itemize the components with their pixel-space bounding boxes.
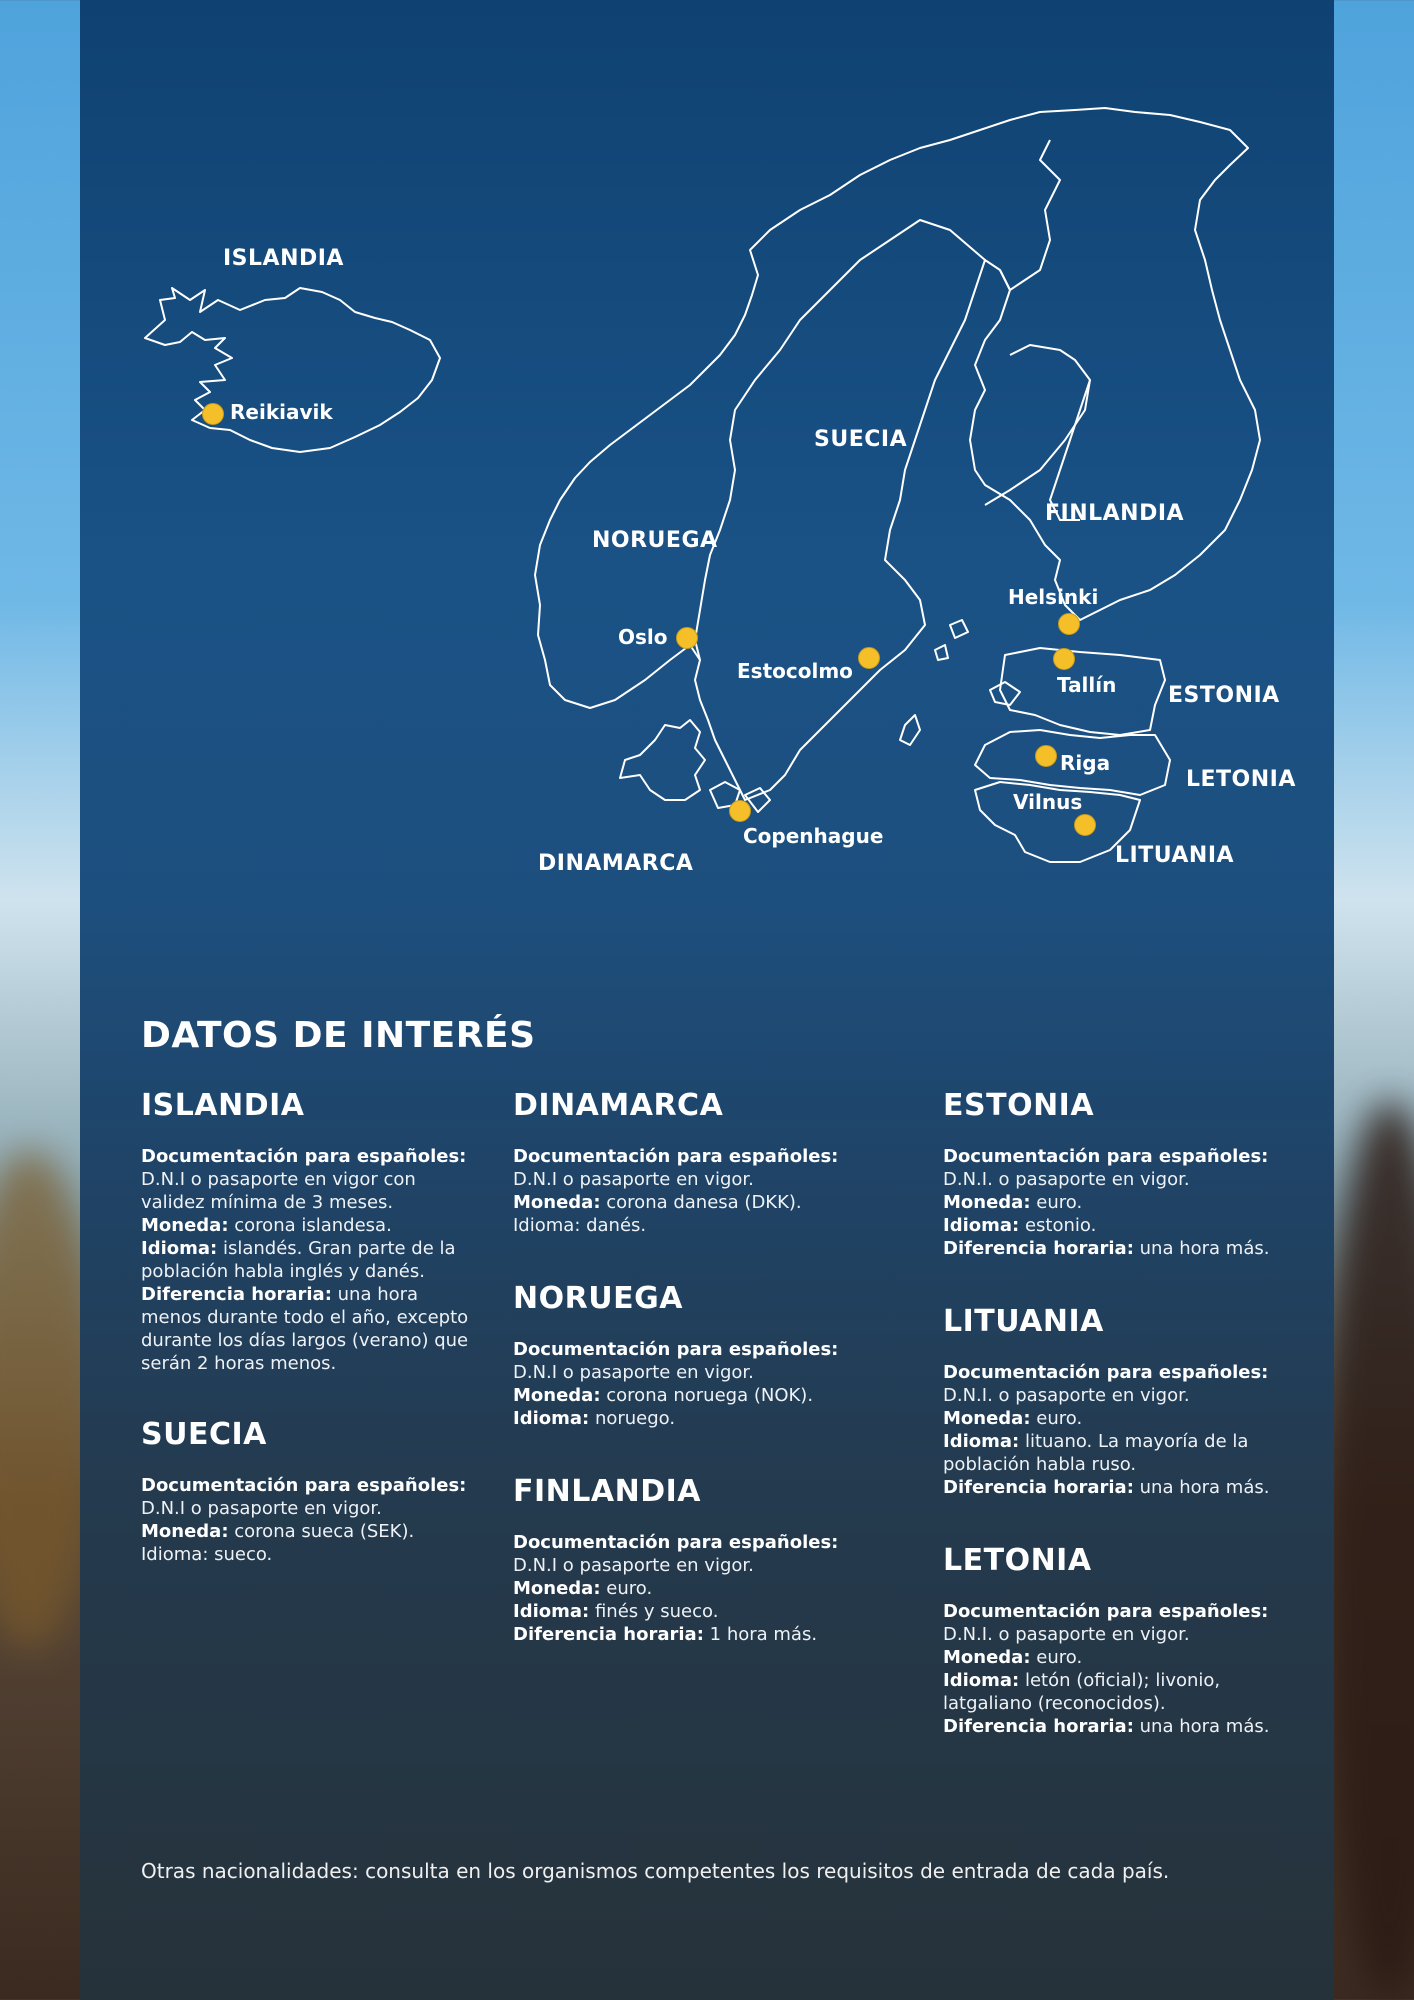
city-dot-riga (1035, 745, 1057, 767)
city-label-estocolmo: Estocolmo (737, 659, 853, 683)
city-dot-copenhague (729, 800, 751, 822)
facts-title: DATOS DE INTERÉS (141, 1015, 536, 1056)
country-info-estonia: Documentación para españoles: D.N.I. o pasaporte en vigor. Moneda: euro. Idioma: estonio. Diferencia horaria: una hora más. (943, 1146, 1270, 1259)
city-dot-estocolmo (858, 647, 880, 669)
city-dot-tallin (1053, 648, 1075, 670)
country-block-lituania (943, 1304, 1283, 1499)
aland-islands (935, 620, 968, 660)
map-label-suecia: SUECIA (814, 427, 908, 452)
country-block-noruega (513, 1281, 873, 1430)
facts-column-1 (141, 1088, 481, 1610)
country-info-suecia: Documentación para españoles: D.N.I o pasaporte en vigor. Moneda: corona sueca (SEK). Idioma: sueco. (141, 1475, 467, 1565)
map-label-noruega: NORUEGA (592, 528, 718, 553)
country-title-lituania: LITUANIA (943, 1304, 1104, 1339)
footer-note: Otras nacionalidades: consulta en los organismos competentes los requisitos de entrada de cada país. (141, 1859, 1170, 1883)
city-dot-vilnus (1074, 814, 1096, 836)
gotland-outline (900, 715, 920, 745)
country-block-letonia (943, 1543, 1283, 1738)
sweden-finland-border (1000, 140, 1060, 290)
iceland-outline (145, 288, 440, 452)
country-info-islandia: Documentación para españoles: D.N.I o pasaporte en vigor con validez mínima de 3 meses. Moneda: corona islandesa. Idioma: islandés. Gran parte de la población habla inglés y danés. Diferencia horaria: una hora menos durante todo el año, excepto durante los días largos (verano) que serán 2 horas menos. (141, 1146, 469, 1374)
scandinavia-outline (535, 108, 1260, 800)
country-info-lituania: Documentación para españoles: D.N.I. o pasaporte en vigor. Moneda: euro. Idioma: lituano. La mayoría de la población habla ruso. Diferencia horaria: una hora más. (943, 1362, 1270, 1498)
city-dot-oslo (676, 627, 698, 649)
country-info-letonia: Documentación para españoles: D.N.I. o pasaporte en vigor. Moneda: euro. Idioma: letón (oficial); livonio, latgaliano (reconocidos). Diferencia horaria: una hora más. (943, 1601, 1270, 1737)
city-label-copenhague: Copenhague (743, 824, 884, 848)
background-blur-right (1320, 1100, 1414, 2000)
city-dot-reikiavik (202, 403, 224, 425)
country-block-finlandia (513, 1474, 873, 1646)
country-info-noruega: Documentación para españoles: D.N.I o pasaporte en vigor. Moneda: corona noruega (NOK). Idioma: noruego. (513, 1339, 839, 1429)
country-info-dinamarca: Documentación para españoles: D.N.I o pasaporte en vigor. Moneda: corona danesa (DKK). Idioma: danés. (513, 1146, 839, 1236)
map-label-letonia: LETONIA (1186, 767, 1296, 792)
country-title-estonia: ESTONIA (943, 1088, 1095, 1123)
city-dot-helsinki (1058, 613, 1080, 635)
city-label-riga: Riga (1060, 751, 1111, 775)
nordic-map (0, 0, 1414, 900)
country-title-islandia: ISLANDIA (141, 1088, 305, 1123)
country-block-dinamarca (513, 1088, 873, 1237)
denmark-outline (620, 720, 705, 800)
country-title-noruega: NORUEGA (513, 1281, 683, 1316)
city-label-reikiavik: Reikiavik (230, 400, 333, 424)
country-block-suecia (141, 1417, 481, 1566)
country-info-finlandia: Documentación para españoles: D.N.I o pasaporte en vigor. Moneda: euro. Idioma: finés y sueco. Diferencia horaria: 1 hora más. (513, 1532, 839, 1645)
country-title-letonia: LETONIA (943, 1543, 1092, 1578)
country-title-dinamarca: DINAMARCA (513, 1088, 724, 1123)
map-label-finlandia: FINLANDIA (1045, 501, 1185, 526)
facts-column-3 (943, 1088, 1283, 1782)
city-label-vilnus: Vilnus (1013, 790, 1083, 814)
map-label-estonia: ESTONIA (1168, 683, 1280, 708)
facts-column-2 (513, 1088, 873, 1690)
city-label-tallin: Tallín (1057, 673, 1117, 697)
map-label-dinamarca: DINAMARCA (538, 851, 694, 876)
country-block-estonia (943, 1088, 1283, 1260)
map-label-lituania: LITUANIA (1115, 843, 1235, 868)
country-block-islandia (141, 1088, 481, 1375)
country-title-suecia: SUECIA (141, 1417, 267, 1452)
country-title-finlandia: FINLANDIA (513, 1474, 701, 1509)
map-label-islandia: ISLANDIA (223, 246, 344, 271)
city-label-helsinki: Helsinki (1008, 585, 1099, 609)
city-label-oslo: Oslo (618, 625, 668, 649)
